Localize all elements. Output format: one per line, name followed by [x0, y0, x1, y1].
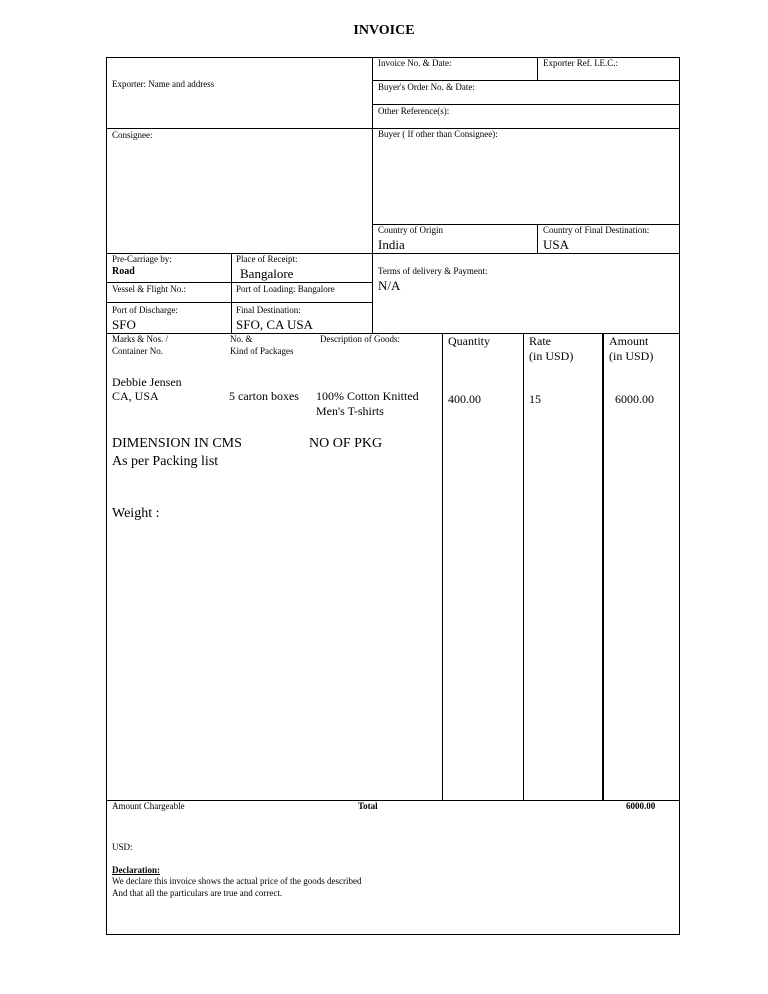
amount-header-1: Amount [609, 334, 649, 348]
marks-header-2: Container No. [112, 346, 163, 356]
terms-value: N/A [378, 278, 401, 293]
item-quantity: 400.00 [448, 392, 481, 406]
exporter-label: Exporter: Name and address [112, 79, 215, 89]
country-dest-label: Country of Final Destination: [543, 225, 650, 235]
vessel-label: Vessel & Flight No.: [112, 284, 187, 294]
weight-note: Weight : [112, 506, 160, 521]
place-receipt-value: Bangalore [240, 266, 294, 281]
item-marks-1: Debbie Jensen [112, 375, 182, 389]
amount-chargeable-label: Amount Chargeable [112, 801, 185, 811]
country-dest-value: USA [543, 237, 570, 252]
item-marks-2: CA, USA [112, 389, 159, 403]
country-origin-label: Country of Origin [378, 225, 443, 235]
total-label: Total [358, 801, 378, 811]
other-reference-label: Other Reference(s): [378, 106, 450, 116]
packages-header-2: Kind of Packages [230, 346, 294, 356]
declaration-line-2: And that all the particulars are true and correct. [112, 888, 283, 898]
country-origin-value: India [378, 237, 405, 252]
item-packages: 5 carton boxes [229, 389, 299, 403]
rate-header-1: Rate [529, 334, 551, 348]
rate-header-2: (in USD) [529, 349, 574, 363]
consignee-label: Consignee: [112, 130, 153, 140]
packing-list-note: As per Packing list [112, 454, 219, 469]
buyer-label: Buyer ( If other than Consignee): [378, 129, 498, 139]
invoice-no-date-label: Invoice No. & Date: [378, 58, 452, 68]
dimension-note: DIMENSION IN CMS [112, 436, 242, 451]
declaration-line-1: We declare this invoice shows the actual price of the goods described [112, 876, 362, 886]
usd-label: USD: [112, 842, 133, 852]
packages-header-1: No. & [230, 334, 253, 344]
port-discharge-label: Port of Discharge: [112, 305, 178, 315]
quantity-header: Quantity [448, 334, 490, 348]
buyers-order-label: Buyer's Order No. & Date: [378, 82, 475, 92]
no-of-pkg-note: NO OF PKG [309, 436, 383, 451]
pre-carriage-value: Road [112, 266, 135, 277]
total-value: 6000.00 [626, 801, 656, 811]
pre-carriage-label: Pre-Carriage by: [112, 254, 172, 264]
description-header: Description of Goods: [320, 334, 400, 344]
exporter-ref-label: Exporter Ref. I.E.C.: [543, 58, 618, 68]
invoice-title: INVOICE [353, 23, 415, 38]
final-dest-value: SFO, CA USA [236, 317, 313, 332]
item-description-1: 100% Cotton Knitted [316, 389, 419, 403]
invoice-frame [106, 57, 680, 935]
place-receipt-label: Place of Receipt: [236, 254, 298, 264]
port-loading-label: Port of Loading: Bangalore [236, 284, 335, 294]
marks-header-1: Marks & Nos. / [112, 334, 168, 344]
final-dest-label: Final Destination: [236, 305, 301, 315]
port-discharge-value: SFO [112, 317, 136, 332]
item-rate: 15 [529, 392, 541, 406]
amount-header-2: (in USD) [609, 349, 654, 363]
declaration-title: Declaration: [112, 865, 160, 875]
item-amount: 6000.00 [615, 392, 654, 406]
terms-label: Terms of delivery & Payment: [378, 266, 488, 276]
item-description-2: Men's T-shirts [316, 404, 384, 418]
